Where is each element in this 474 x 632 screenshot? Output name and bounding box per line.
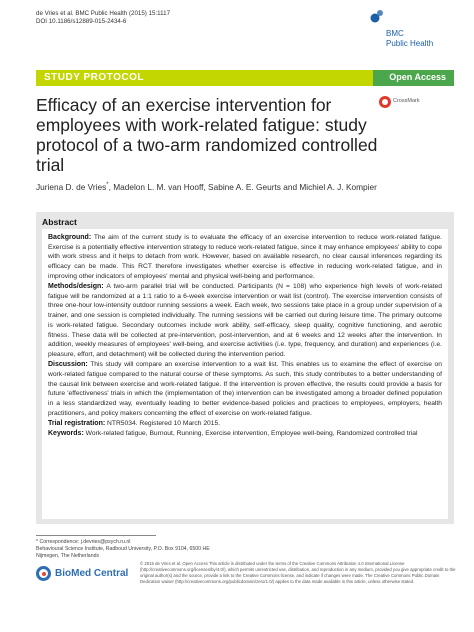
author-list xyxy=(36,182,446,192)
corresponding-mark: * xyxy=(106,182,109,189)
abstract-background xyxy=(48,233,442,282)
affiliation-line: Nijmegen, The Netherlands xyxy=(36,553,100,559)
correspondence-footnote xyxy=(36,539,276,560)
section-label: Background: xyxy=(48,234,92,241)
correspondence-email[interactable]: * Correspondence: j.devries@psych.ru.nl xyxy=(36,539,131,545)
doi-line: DOI 10.1186/s12889-015-2434-6 xyxy=(36,18,127,25)
section-label: Keywords: xyxy=(48,430,84,438)
abstract-body xyxy=(42,229,448,519)
other-authors: , Madelon L. M. van Hooff, Sabine A. E. Geurts and Michiel A. J. Kompier xyxy=(108,182,377,192)
abstract-trial-registration xyxy=(48,419,442,429)
section-text: NTR5034. Registered 10 March 2015. xyxy=(107,419,221,427)
article-type-label: STUDY PROTOCOL xyxy=(44,72,144,83)
abstract-box xyxy=(36,212,454,524)
logo-text-journal: Public Health xyxy=(386,39,434,48)
affiliation-line: Behavioural Science Institute, Radboud University, P.O. Box 9104, 6500 HE xyxy=(36,546,210,552)
section-label: Discussion: xyxy=(48,361,88,369)
biomed-central-logo xyxy=(36,566,136,584)
biomed-central-icon xyxy=(36,566,51,581)
crossmark-label: CrossMark xyxy=(393,98,420,104)
article-type-banner xyxy=(36,70,454,86)
bmc-logo-icon xyxy=(370,9,384,23)
abstract-methods xyxy=(48,282,442,360)
logo-text-bmc: BMC xyxy=(386,29,404,38)
article-title: Efficacy of an exercise intervention for employees with work-related fatigue: study protocol of a two-arm randomized controlled trial xyxy=(36,95,378,175)
footnote-divider xyxy=(36,535,156,536)
bmc-public-health-logo xyxy=(370,9,450,49)
citation-header xyxy=(36,10,170,26)
abstract-heading: Abstract xyxy=(42,217,77,227)
section-text: Work-related fatigue, Burnout, Running, Exercise intervention, Employee well-being, Randomized controlled trial xyxy=(85,430,418,438)
section-text: A two-arm parallel trial will be conducted. Participants (N = 108) who experience high levels of work-related fatigue will be randomized at a 1:1 ratio to a 6-week exercise intervention or wait list (control). The exercise intervention consists of three one-hour low-intensity outdoor running sessions a week. Each week, two sessions take place in a group under supervision of a trainer, and one session is completed individually. The running sessions will be carried out during leisure time. The primary outcome is work-related fatigue. Secondary outcomes include work ability, self-efficacy, sleep quality, cognitive functioning, and aerobic fitness. These data will be collected at pre-intervention, post-intervention, and at 6 weeks and 12 weeks after the intervention. In addition, weekly measures of employees' well-being, and exercise activities (i.e. type, frequency, and duration) and experiences (i.e. pleasure, effort, and detachment) will be collected during the intervention period. xyxy=(48,283,442,358)
section-text: This study will compare an exercise intervention to a wait list. This enables us to examine the effect of exercise on work-related fatigue compared to the natural course of these symptoms. As such, this study contributes to a better understanding of the causal link between exercise and work-related fatigue. If the intervention is proven effective, the results could provide a basis for future 'effectiveness' trials in which the (implementation of the) intervention can be investigated among a broader defined population in a less standardized way, eventually leading to better evidence-based policies and practices to employees, employers, health practitioners, and policy makers concerning the effect of exercise on work-related fatigue. xyxy=(48,361,442,417)
crossmark-button[interactable] xyxy=(379,95,449,109)
license-statement: © 2015 de Vries et al. Open Access This article is distributed under the terms of the Creative Commons Attribution 4.0 International License (http://creativecommons.org/licenses/by/4.0/), which permits unrestricted use, distribution, and reproduction in any medium, provided you give appropriate credit to the original author(s) and the source, provide a link to the Creative Commons license, and indicate if changes were made. The Creative Commons Public Domain Dedication waiver (http://creativecommons.org/publicdomain/zero/1.0/) applies to the data made available in this article, unless otherwise stated. xyxy=(140,561,456,584)
section-text: The aim of the current study is to evaluate the efficacy of an exercise intervention to reduce work-related fatigue. Exercise is a potentially effective intervention strategy to reduce work-related fatigue, since it may enhance employees' ability to cope with work stress and it helps to detach from work. However, based on available research, no clear causal inferences regarding its efficacy can be made. This RCT therefore investigates whether exercise is effective in reducing work-related fatigue, and in improving other indicators of employees' mental and physical well-being and performance. xyxy=(48,234,442,280)
abstract-keywords xyxy=(48,429,442,439)
abstract-discussion xyxy=(48,360,442,418)
section-label: Methods/design: xyxy=(48,283,104,291)
open-access-badge: Open Access xyxy=(373,70,454,86)
citation-line: de Vries et al. BMC Public Health (2015) 15:1117 xyxy=(36,10,171,17)
author-link[interactable]: Juriena D. de Vries xyxy=(36,182,107,192)
biomed-central-name: BioMed Central xyxy=(55,568,129,579)
section-label: Trial registration: xyxy=(48,419,106,427)
